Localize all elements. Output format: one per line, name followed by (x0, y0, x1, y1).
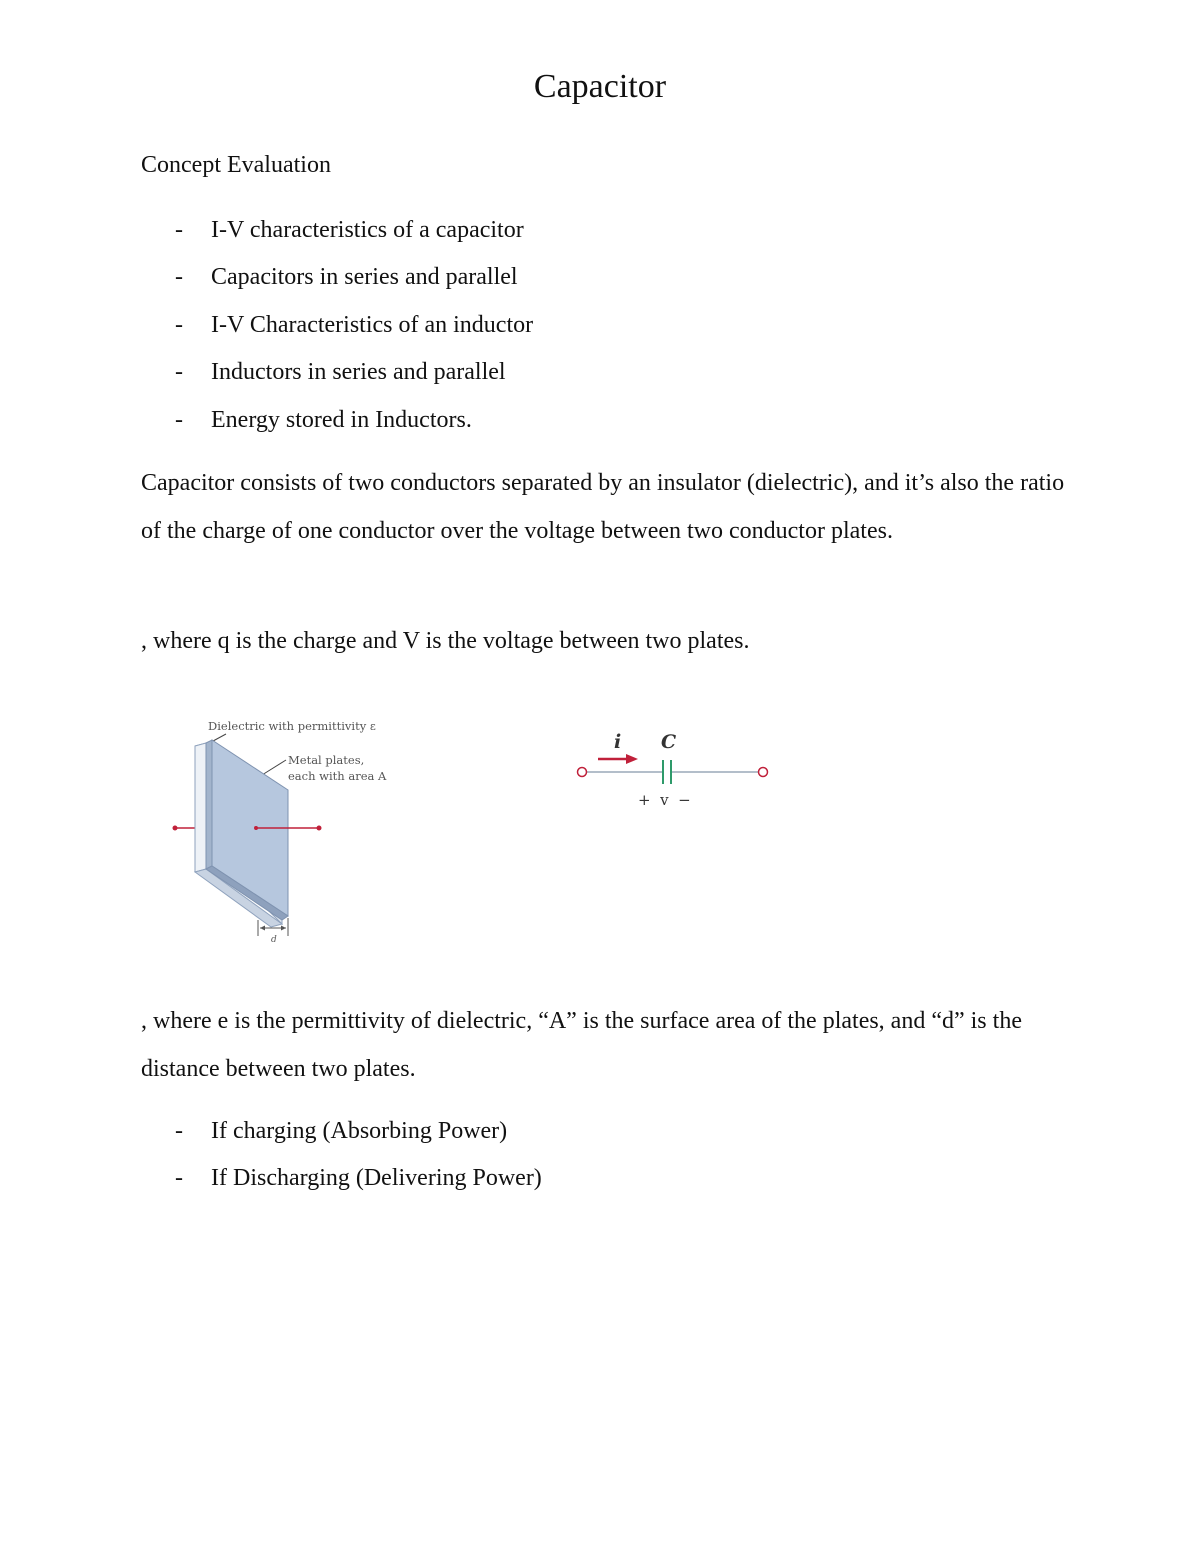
left-lead-terminal (173, 826, 178, 831)
list-item-text: Inductors in series and parallel (211, 359, 506, 385)
dielectric-label: Dielectric with permittivity ε (208, 719, 376, 733)
distance-arrowhead-right (281, 926, 286, 931)
list-dash: - (175, 1165, 183, 1191)
distance-arrowhead-left (260, 926, 265, 931)
dielectric-slab (195, 743, 206, 872)
right-terminal (759, 768, 768, 777)
list-dash: - (175, 359, 183, 385)
section-heading: Concept Evaluation (141, 152, 331, 178)
list-item-text: Energy stored in Inductors. (211, 407, 472, 433)
current-arrowhead (626, 754, 638, 764)
front-plate-edge (206, 740, 212, 869)
permittivity-paragraph: , where e is the permittivity of dielectric, “A” is the surface area of the plates, and “d” is the distance between two plates. (141, 1008, 1022, 1082)
distance-label: d (271, 935, 277, 945)
list-dash: - (175, 1118, 183, 1144)
list-dash: - (175, 217, 183, 243)
current-label: i (614, 731, 622, 753)
list-item-text: I-V Characteristics of an inductor (211, 312, 534, 338)
capacitor-symbol-figure (560, 715, 800, 815)
plates-leader-line (262, 760, 286, 775)
plates-label-line2: each with area A (288, 769, 387, 783)
list-item-text: I-V characteristics of a capacitor (211, 217, 524, 243)
definition-paragraph: Capacitor consists of two conductors separated by an insulator (dielectric), and it’s also the ratio of the charge of one conductor over the voltage between two conductor plates. (141, 470, 1065, 544)
plates-label-line1: Metal plates, (288, 753, 365, 767)
capacitor-label: C (661, 731, 677, 753)
left-terminal (578, 768, 587, 777)
voltage-label: + v − (638, 791, 691, 809)
charge-voltage-paragraph: , where q is the charge and V is the voltage between two plates. (141, 628, 750, 654)
list-dash: - (175, 312, 183, 338)
list-dash: - (175, 407, 183, 433)
list-item-text: If charging (Absorbing Power) (211, 1118, 508, 1144)
parallel-plate-figure (140, 700, 390, 970)
list-item-text: If Discharging (Delivering Power) (211, 1165, 542, 1191)
page-title: Capacitor (533, 68, 667, 105)
right-lead-terminal (317, 826, 322, 831)
list-dash: - (175, 264, 183, 290)
list-item-text: Capacitors in series and parallel (211, 264, 518, 290)
